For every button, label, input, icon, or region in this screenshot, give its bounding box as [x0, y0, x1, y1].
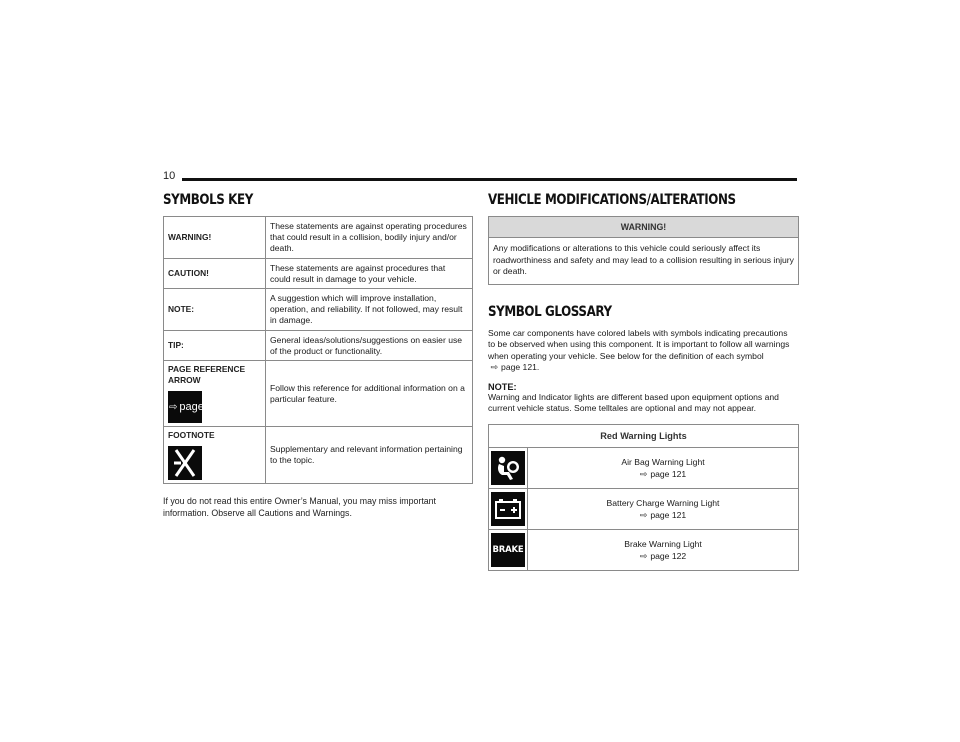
note-label: NOTE:	[488, 381, 517, 392]
desc-warning: These statements are against operating procedures that could result in a collision, bodily injury and/or death.	[266, 217, 473, 259]
table-row	[489, 448, 798, 489]
warning-label: WARNING!	[489, 217, 798, 238]
brake-text-cell	[528, 530, 798, 570]
table-row	[164, 289, 473, 331]
table-row	[489, 530, 798, 570]
term-note: NOTE:	[164, 289, 266, 331]
header-rule	[182, 178, 797, 181]
arrow-right-icon: ⇨	[639, 550, 648, 561]
symbols-key-title: SYMBOLS KEY	[163, 192, 253, 208]
symbols-key-table	[163, 216, 473, 484]
glossary-intro-reference-text: page 121.	[501, 362, 540, 372]
table-row	[164, 217, 473, 259]
battery-text-cell	[528, 489, 798, 529]
icon-cell	[489, 448, 528, 488]
right-column	[488, 192, 797, 571]
glossary-intro-text: Some car components have colored labels with symbols indicating precautions to be observed when using this component. It is important to follow all warnings when operating your vehicle. See below for the definition of each symbol	[488, 327, 790, 361]
glossary-intro	[488, 328, 797, 374]
desc-tip: General ideas/solutions/suggestions on easier use of the product or functionality.	[266, 331, 473, 361]
desc-footnote: Supplementary and relevant information pertaining to the topic.	[266, 427, 473, 484]
icon-cell	[489, 489, 528, 529]
desc-note: A suggestion which will improve installation, operation, and reliability. If not followed, may result in damage.	[266, 289, 473, 331]
airbag-icon	[491, 451, 525, 485]
red-warning-lights-title: Red Warning Lights	[489, 425, 798, 448]
glossary-intro-reference[interactable]	[488, 362, 539, 374]
term-warning: WARNING!	[164, 217, 266, 259]
glossary-title: SYMBOL GLOSSARY	[488, 303, 612, 320]
airbag-text-cell	[528, 448, 798, 488]
arrow-right-icon: ⇨	[639, 468, 648, 479]
arrow-right-icon: ⇨	[639, 509, 648, 520]
note-text: Warning and Indicator lights are different based upon equipment options and current vehicle status. Some telltales are optional and may not appear.	[488, 391, 779, 413]
term-page-reference	[164, 361, 266, 427]
page-reference-badge-text: page	[179, 400, 204, 413]
term-footnote	[164, 427, 266, 484]
term-footnote-label: FOOTNOTE	[168, 430, 215, 440]
footnote-icon	[168, 446, 202, 480]
airbag-light-name: Air Bag Warning Light	[621, 456, 705, 467]
term-caution: CAUTION!	[164, 259, 266, 289]
warning-box	[488, 216, 799, 285]
page-reference-badge	[168, 391, 202, 423]
battery-icon	[491, 492, 525, 526]
brake-light-reference[interactable]	[640, 550, 686, 562]
table-row	[164, 427, 473, 484]
table-row	[164, 259, 473, 289]
page-number: 10	[163, 170, 176, 182]
battery-light-name: Battery Charge Warning Light	[606, 497, 720, 508]
brake-light-name: Brake Warning Light	[624, 538, 702, 549]
term-page-reference-label: PAGE REFERENCE ARROW	[168, 364, 246, 385]
desc-caution: These statements are against procedures that could result in damage to your vehicle.	[266, 259, 473, 289]
red-warning-lights-table	[488, 424, 799, 571]
battery-light-reference[interactable]	[640, 509, 686, 521]
arrow-right-icon: ⇨	[169, 401, 178, 413]
desc-page-reference: Follow this reference for additional information on a particular feature.	[266, 361, 473, 427]
brake-icon-text: BRAKE	[492, 544, 524, 555]
warning-text: Any modifications or alterations to this vehicle could seriously affect its roadworthiness and safety and may lead to a collision resulting in serious injury or death.	[493, 243, 794, 276]
brake-icon	[491, 533, 525, 567]
arrow-right-icon: ⇨	[488, 362, 499, 372]
icon-cell	[489, 530, 528, 570]
table-row	[164, 331, 473, 361]
owners-manual-paragraph: If you do not read this entire Owner’s Manual, you may miss important information. Observe all Cautions and Warnings.	[163, 496, 436, 518]
table-row	[489, 489, 798, 530]
airbag-light-reference[interactable]	[640, 468, 686, 480]
airbag-light-reference-text: page 121	[650, 468, 687, 479]
battery-light-reference-text: page 121	[650, 509, 687, 520]
brake-light-reference-text: page 122	[650, 550, 687, 561]
term-tip: TIP:	[164, 331, 266, 361]
left-column	[163, 192, 473, 519]
table-row	[164, 361, 473, 427]
modifications-title: VEHICLE MODIFICATIONS/ALTERATIONS	[488, 192, 736, 208]
